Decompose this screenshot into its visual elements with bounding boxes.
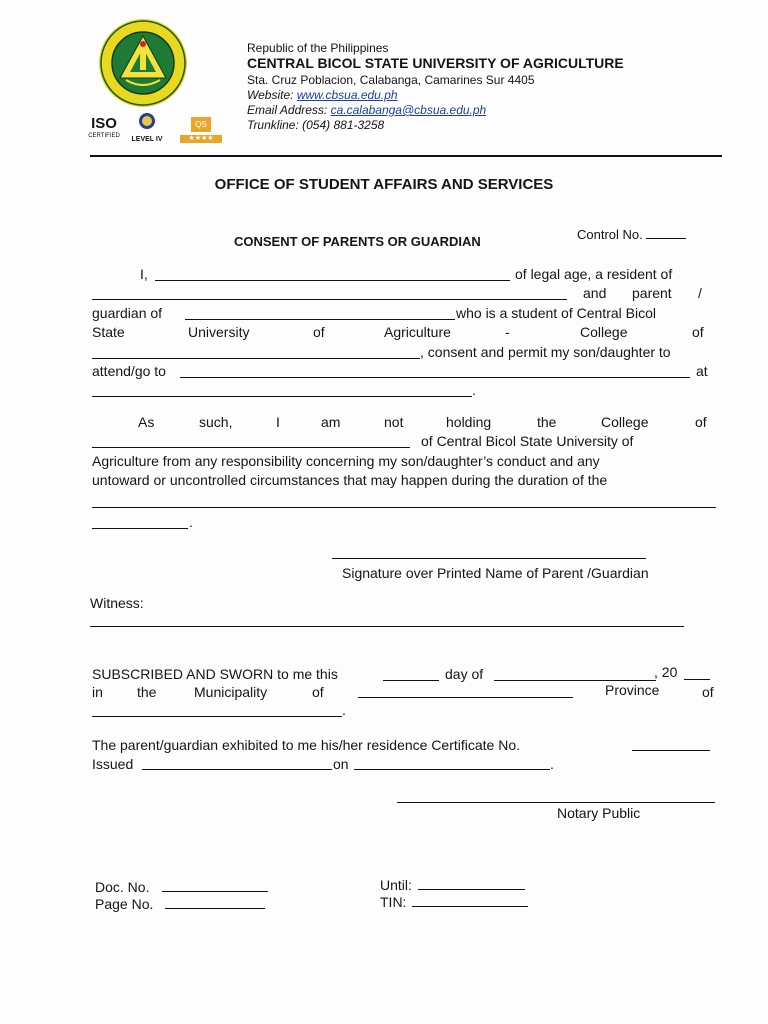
province-blank[interactable] (92, 716, 342, 717)
destination-blank[interactable] (180, 377, 690, 378)
p1-dot: . (472, 382, 476, 398)
until-blank[interactable] (418, 889, 525, 890)
of-text: of (312, 684, 324, 700)
p2-line-3: Agriculture from any responsibility concerning my son/daughter’s conduct and any (92, 453, 600, 469)
name-blank[interactable] (155, 280, 510, 281)
level-logo (129, 112, 165, 144)
tin-blank[interactable] (412, 906, 528, 907)
notary-public-label: Notary Public (557, 805, 641, 821)
republic-text: Republic of the Philippines (247, 41, 389, 55)
tin-label: TIN: (380, 894, 407, 910)
witness-line[interactable] (90, 626, 684, 627)
qs-label: QS (191, 117, 211, 132)
office-title: OFFICE OF STUDENT AFFAIRS AND SERVICES (214, 176, 554, 193)
p2-college: College (601, 414, 649, 430)
college-blank-2[interactable] (92, 447, 410, 448)
p2-not: not (384, 414, 404, 430)
issued-at-blank[interactable] (142, 769, 332, 770)
exhibited-text: The parent/guardian exhibited to me his/her residence Certificate No. (92, 737, 521, 753)
month-blank[interactable] (494, 680, 656, 681)
control-number (577, 226, 686, 242)
p1-legal-age: of legal age, a resident of (515, 266, 673, 282)
duration-blank-2[interactable] (92, 528, 188, 529)
page-no-label: Page No. (95, 896, 154, 912)
iso-certified-label: CERTIFIED (88, 133, 120, 139)
province-text: Province (605, 682, 660, 698)
p1-i: I, (140, 266, 148, 282)
qs-logo (180, 114, 222, 143)
university-name: CENTRAL BICOL STATE UNIVERSITY OF AGRICULTURE (247, 55, 624, 71)
p1-parent: parent (632, 285, 672, 301)
p1-guardian-of: guardian of (92, 305, 163, 321)
level-iv-label: LEVEL IV (131, 136, 163, 143)
day-of-text: day of (445, 666, 484, 682)
p2-i: I (276, 414, 280, 430)
control-no-blank[interactable] (646, 226, 686, 239)
duration-blank[interactable] (92, 507, 716, 508)
municipality-blank[interactable] (358, 697, 573, 698)
university-seal-logo (98, 18, 188, 108)
p1-dash: - (505, 324, 510, 340)
student-name-blank[interactable] (185, 319, 455, 320)
website-label: Website: (247, 88, 294, 102)
location-blank[interactable] (92, 396, 472, 397)
trunkline (247, 118, 384, 133)
p1-university: University (188, 324, 250, 340)
email-label: Email Address: (247, 103, 328, 117)
p2-holding: holding (446, 414, 492, 430)
in-text: in (92, 684, 103, 700)
college-blank[interactable] (92, 358, 420, 359)
email-link[interactable]: ca.calabanga@cbsua.edu.ph (330, 103, 487, 117)
p1-attend: attend/go to (92, 363, 166, 379)
province-dot: . (342, 702, 346, 718)
page-no-blank[interactable] (165, 908, 265, 909)
residence-blank[interactable] (92, 299, 567, 300)
website-line (247, 88, 398, 103)
p1-at: at (696, 363, 708, 379)
p1-college: College (580, 324, 628, 340)
doc-no-blank[interactable] (162, 891, 268, 892)
p1-state: State (92, 324, 125, 340)
website-link[interactable]: www.cbsua.edu.ph (296, 88, 398, 102)
notary-signature-line[interactable] (397, 802, 715, 803)
p1-agriculture: Agriculture (384, 324, 451, 340)
municipality-text: Municipality (194, 684, 268, 700)
qs-stars: ★★★★ (180, 135, 222, 143)
consent-title: CONSENT OF PARENTS OR GUARDIAN (234, 234, 481, 249)
p2-am: am (321, 414, 341, 430)
p2-of-central: of Central Bicol State University of (421, 433, 634, 449)
until-label: Until: (380, 877, 412, 893)
p1-and: and (583, 285, 607, 301)
signature-line[interactable] (332, 558, 646, 559)
certificate-no-blank[interactable] (632, 750, 710, 751)
issued-on-blank[interactable] (354, 769, 550, 770)
accreditation-badge-icon (137, 112, 157, 130)
p1-consent: , consent and permit my son/daughter to (420, 344, 671, 360)
iso-label: ISO (91, 115, 117, 132)
p1-of: of (313, 324, 325, 340)
p1-of-2: of (692, 324, 704, 340)
day-blank[interactable] (383, 680, 439, 681)
witness-label: Witness: (90, 595, 144, 611)
trunkline-text: Trunkline: (054) 881-3258 (247, 118, 385, 132)
of-text-2: of (702, 684, 714, 700)
issued-dot: . (550, 756, 554, 772)
year-prefix: , 20 (654, 664, 678, 680)
issued-text: Issued (92, 756, 134, 772)
on-text: on (333, 756, 349, 772)
p2-of: of (695, 414, 707, 430)
p2-line-4: untoward or uncontrolled circumstances that may happen during the duration of the (92, 472, 608, 488)
email-line (247, 103, 486, 118)
doc-no-label: Doc. No. (95, 879, 150, 895)
p2-the: the (537, 414, 557, 430)
subscribed-text: SUBSCRIBED AND SWORN to me this (92, 666, 338, 682)
university-address: Sta. Cruz Poblacion, Calabanga, Camarines Sur 4405 (247, 73, 535, 87)
year-blank[interactable] (684, 679, 710, 680)
signature-label: Signature over Printed Name of Parent /Guardian (342, 565, 649, 581)
control-no-label: Control No. (577, 227, 643, 242)
iso-logo (86, 116, 122, 141)
p2-as: As (138, 414, 155, 430)
p1-who-is: who is a student of Central Bicol (456, 305, 656, 321)
p2-dot: . (189, 514, 193, 530)
p1-slash: / (698, 285, 702, 301)
the-text: the (137, 684, 157, 700)
header-divider (90, 155, 722, 157)
p2-such: such, (199, 414, 233, 430)
